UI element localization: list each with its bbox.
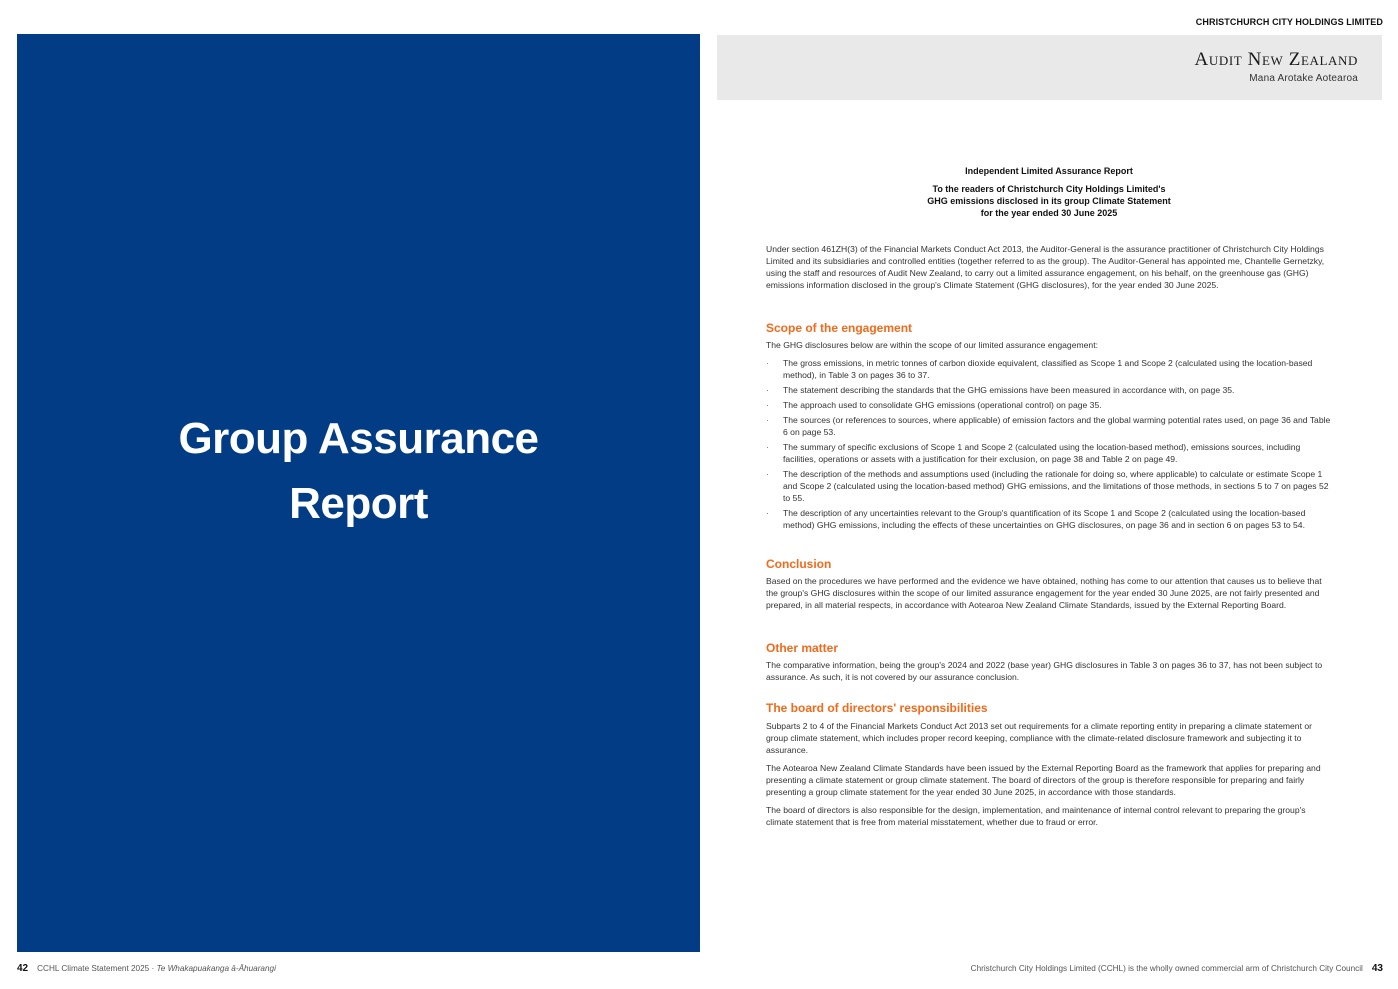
footer-left-text: CCHL Climate Statement 2025 ·	[37, 964, 157, 973]
scope-heading: Scope of the engagement	[766, 321, 913, 335]
other-matter-heading: Other matter	[766, 641, 839, 655]
page-number-right: 43	[1371, 963, 1383, 974]
section-title-line-2: Report	[289, 479, 428, 528]
intro-block	[766, 243, 1334, 291]
audit-header-band	[717, 35, 1382, 100]
conclusion-text: Based on the procedures we have performed and the evidence we have obtained, nothing has come to our attention that causes us to believe that the group's GHG disclosures within the scope of our limited assurance engagement for the year ended 30 June 2025, are not fairly presented and prepared, in all material respects, in accordance with Aotearoa New Zealand Climate Standards, issued by the External Reporting Board.	[766, 576, 1322, 610]
section-title	[178, 406, 538, 536]
report-subtitle	[766, 183, 1332, 219]
conclusion-section	[766, 557, 1334, 611]
board-paragraph-2: The Aotearoa New Zealand Climate Standards have been issued by the External Reporting Board as the framework that applies for preparing and presenting a climate statement or group climate statement. The board of directors of the group is therefore responsible for preparing and fairly presenting a group climate statement for the year ended 30 June 2025, in accordance with those standards.	[766, 763, 1321, 797]
audit-nz-logo	[1195, 49, 1358, 84]
scope-lead: The GHG disclosures below are within the scope of our limited assurance engagement:	[766, 340, 1098, 350]
board-section	[766, 701, 1334, 828]
intro-paragraph: Under section 461ZH(3) of the Financial Markets Conduct Act 2013, the Auditor-General is the assurance practitioner of Christchurch City Holdings Limited and its subsidiaries and controlled entities (together referred to as the group). The Auditor-General has appointed me, Chantelle Gernetzky, using the staff and resources of Audit New Zealand, to carry out a limited assurance engagement, on his behalf, on the greenhouse gas (GHG) emissions information disclosed in the group's Climate Statement (GHG disclosures), for the year ended 30 June 2025.	[766, 244, 1325, 290]
scope-list-item: · The gross emissions, in metric tonnes of carbon dioxide equivalent, classified as Scope 1 and Scope 2 (calculated using the location-based method), in Table 3 on pages 36 to 37.	[766, 357, 1334, 381]
conclusion-heading: Conclusion	[766, 557, 832, 571]
footer-right	[971, 963, 1383, 974]
other-matter-text: The comparative information, being the group's 2024 and 2022 (base year) GHG disclosures in Table 3 on pages 36 to 37, has not been subject to assurance. As such, it is not covered by our assurance conclusion.	[766, 660, 1323, 682]
scope-list-item: · The summary of specific exclusions of Scope 1 and Scope 2 (calculated using the location-based method), emissions sources, including facilities, operations or assets with a justification for their exclusion, on page 38 and Table 2 on page 49.	[766, 441, 1334, 465]
scope-list-item: · The approach used to consolidate GHG emissions (operational control) on page 35.	[766, 399, 1334, 411]
board-paragraph-3: The board of directors is also responsible for the design, implementation, and maintenance of internal control relevant to preparing the group's climate statement that is free from material misstatement, whether due to fraud or error.	[766, 805, 1306, 827]
scope-list-item: · The description of any uncertainties relevant to the Group's quantification of its Scope 1 and Scope 2 (calculated using the location-based method) GHG emissions, including the effects of these uncertainties on GHG disclosures, on page 36 and in section 6 on pages 53 to 54.	[766, 507, 1334, 531]
scope-list-item: · The sources (or references to sources, where applicable) of emission factors and the global warming potential rates used, on page 36 and Table 6 on page 53.	[766, 414, 1334, 438]
footer-right-text: Christchurch City Holdings Limited (CCHL) is the wholly owned commercial arm of Christchurch City Council	[970, 964, 1363, 973]
report-title: Independent Limited Assurance Report	[965, 166, 1133, 176]
scope-list	[766, 357, 1334, 531]
running-header-company: CHRISTCHURCH CITY HOLDINGS LIMITED	[1195, 17, 1383, 27]
scope-section	[766, 321, 1334, 534]
footer-left-italic: Te Whakapuakanga ā-Āhuarangi	[156, 964, 276, 973]
report-subtitle-line-1: To the readers of Christchurch City Holdings Limited's	[932, 184, 1166, 194]
board-heading: The board of directors' responsibilities	[766, 701, 988, 715]
audit-nz-logo-name: Audit New Zealand	[1194, 49, 1358, 70]
board-paragraph-1: Subparts 2 to 4 of the Financial Markets Conduct Act 2013 set out requirements for a climate reporting entity in preparing a climate statement or group climate statement, which includes proper record keeping, compliance with the climate-related disclosure framework and subjecting it to assurance.	[766, 721, 1312, 755]
scope-list-item: · The description of the methods and assumptions used (including the rationale for doing so, where applicable) to calculate or estimate Scope 1 and Scope 2 (calculated using the location-based method) GHG emissions, and the limitations of those methods, in sections 5 to 7 on pages 52 to 55.	[766, 468, 1334, 504]
scope-list-item: · The statement describing the standards that the GHG emissions have been measured in accordance with, on page 35.	[766, 384, 1334, 396]
audit-nz-logo-subtitle: Mana Arotake Aotearoa	[1249, 73, 1358, 84]
report-subtitle-line-2: GHG emissions disclosed in its group Climate Statement	[927, 196, 1171, 206]
section-title-line-1: Group Assurance	[178, 414, 539, 463]
page-number-left: 42	[17, 963, 29, 974]
report-heading	[766, 165, 1332, 219]
report-subtitle-line-3: for the year ended 30 June 2025	[980, 208, 1118, 218]
footer-left	[17, 963, 276, 974]
cover-panel	[17, 34, 700, 952]
other-matter-section	[766, 641, 1334, 683]
